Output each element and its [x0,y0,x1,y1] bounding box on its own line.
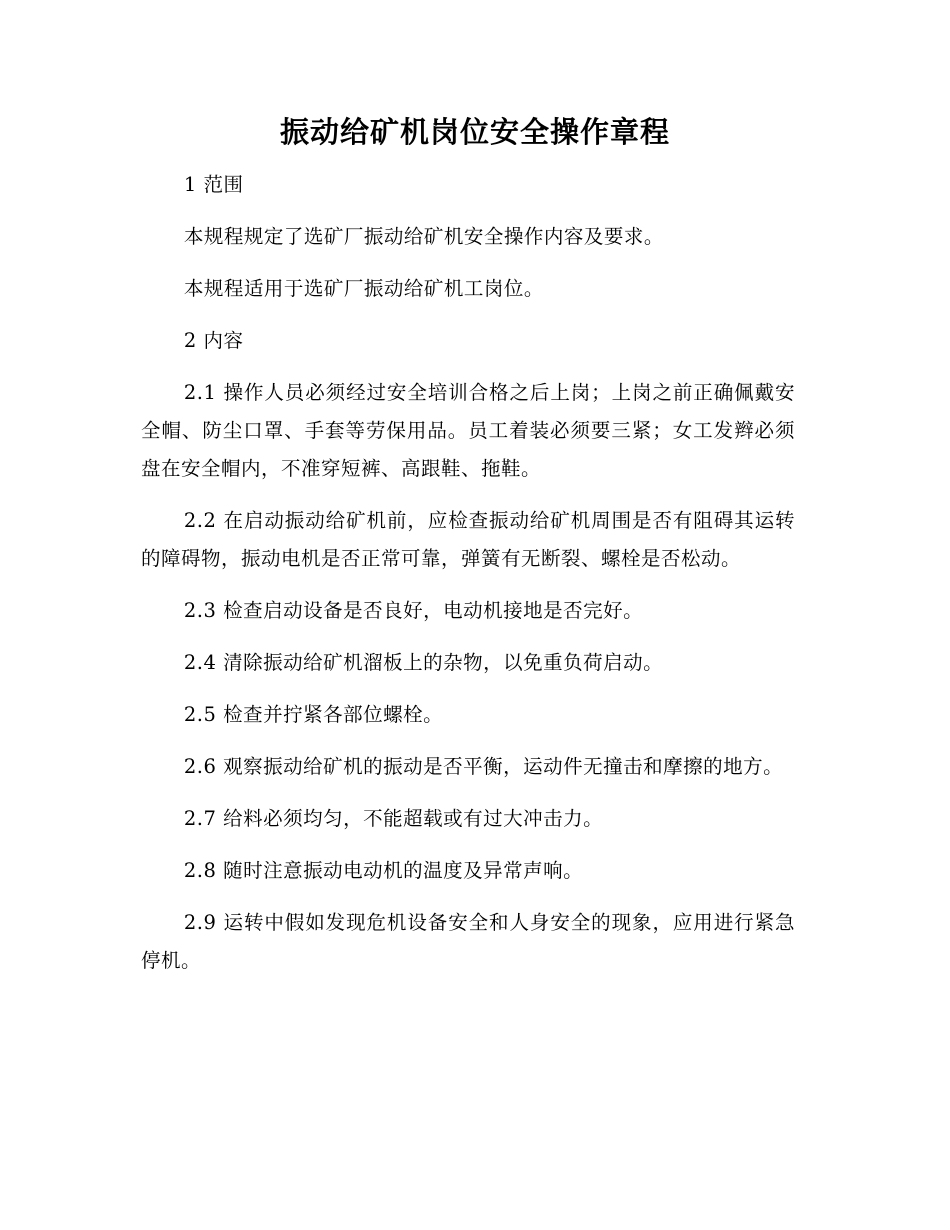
section-heading-scope: 1 范围 [183,173,244,196]
paragraph: 本规程规定了选矿厂振动给矿机安全操作内容及要求。 [183,225,664,248]
clause-2-3: 2.3 检查启动设备是否良好，电动机接地是否完好。 [183,599,644,622]
clause-2-1: 2.1 操作人员必须经过安全培训合格之后上岗；上岗之前正确佩戴安全帽、防尘口罩、手套等劳保用品。员工着装必须要三紧；女工发辫必须盘在安全帽内，不准穿短裤、高跟鞋、拖鞋。 [141,381,795,480]
clause-2-5: 2.5 检查并拧紧各部位螺栓。 [183,703,444,726]
clause-2-2: 2.2 在启动振动给矿机前，应检查振动给矿机周围是否有阻碍其运转的障碍物，振动电机是否正常可靠，弹簧有无断裂、螺栓是否松动。 [141,509,795,570]
document-title: 振动给矿机岗位安全操作章程 [279,115,670,149]
clause-2-4: 2.4 清除振动给矿机溜板上的杂物，以免重负荷启动。 [183,651,664,674]
paragraph: 本规程适用于选矿厂振动给矿机工岗位。 [183,277,544,300]
clause-2-7: 2.7 给料必须均匀，不能超载或有过大冲击力。 [183,807,604,830]
section-heading-content: 2 内容 [183,329,244,352]
clause-2-8: 2.8 随时注意振动电动机的温度及异常声响。 [183,859,584,882]
document-body [141,166,795,994]
clause-2-9: 2.9 运转中假如发现危机设备安全和人身安全的现象，应用进行紧急停机。 [141,911,795,972]
clause-2-6: 2.6 观察振动给矿机的振动是否平衡，运动件无撞击和摩擦的地方。 [183,755,784,778]
